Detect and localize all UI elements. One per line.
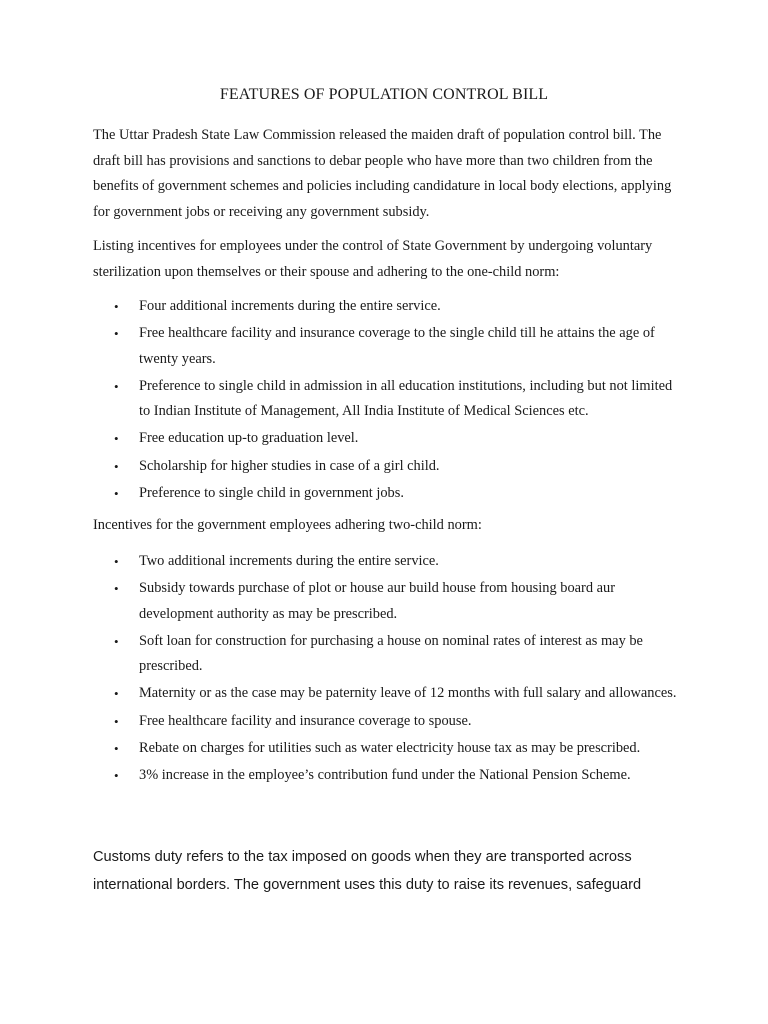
- list-item: • Free healthcare facility and insurance coverage to spouse.: [93, 709, 683, 735]
- list-item: • Two additional increments during the entire service.: [93, 549, 683, 575]
- list-item: • Free education up-to graduation level.: [93, 426, 683, 452]
- list-item: • 3% increase in the employee’s contribution fund under the National Pension Scheme.: [93, 763, 683, 789]
- bullet-icon: •: [114, 767, 119, 783]
- bullet-icon: •: [114, 299, 119, 314]
- bullet-icon: •: [114, 431, 119, 447]
- two-child-heading: Incentives for the government employees adhering two-child norm:: [93, 517, 482, 533]
- list-item: • Rebate on charges for utilities such as water electricity house tax as may be prescribed.: [93, 736, 683, 762]
- bullet-icon: •: [114, 378, 119, 394]
- bullet-icon: •: [114, 686, 119, 702]
- list-item: • Free healthcare facility and insurance coverage to the single child till he attains the age of twenty years.: [93, 321, 683, 372]
- bullet-icon: •: [114, 554, 119, 569]
- list-item: • Preference to single child in admission in all education institutions, including but not limited to Indian Institute of Management, All India Institute of Medical Sciences etc.: [93, 374, 683, 425]
- bullet-icon: •: [114, 740, 119, 756]
- list-item: • Soft loan for construction for purchasing a house on nominal rates of interest as may be prescribed.: [93, 629, 683, 680]
- customs-paragraph: Customs duty refers to the tax imposed on goods when they are transported across international borders. The government uses this duty to raise its revenues, safeguard: [93, 849, 642, 893]
- list-item: • Scholarship for higher studies in case of a girl child.: [93, 454, 683, 480]
- document-title: FEATURES OF POPULATION CONTROL BILL: [219, 86, 549, 103]
- two-child-list: [93, 549, 683, 790]
- bullet-icon: •: [114, 485, 119, 501]
- one-child-heading: Listing incentives for employees under the control of State Government by undergoing voluntary sterilization upon themselves or their spouse and adhering to the one-child norm:: [93, 238, 653, 280]
- bullet-icon: •: [114, 713, 119, 729]
- list-item: • Subsidy towards purchase of plot or house aur build house from housing board aur development authority as may be prescribed.: [93, 576, 683, 627]
- list-item: • Four additional increments during the entire service.: [93, 294, 683, 320]
- bullet-icon: •: [114, 458, 119, 474]
- list-item: • Maternity or as the case may be paternity leave of 12 months with full salary and allowances.: [93, 681, 683, 707]
- one-child-list: [93, 294, 683, 508]
- bullet-icon: •: [114, 633, 119, 649]
- bullet-icon: •: [114, 581, 119, 597]
- bullet-icon: •: [114, 326, 119, 342]
- intro-paragraph: The Uttar Pradesh State Law Commission released the maiden draft of population control bill. The draft bill has provisions and sanctions to debar people who have more than two children from the benefits of government schemes and policies including candidature in local body elections, applying for government jobs or receiving any government subsidy.: [93, 127, 672, 220]
- list-item: • Preference to single child in government jobs.: [93, 481, 683, 507]
